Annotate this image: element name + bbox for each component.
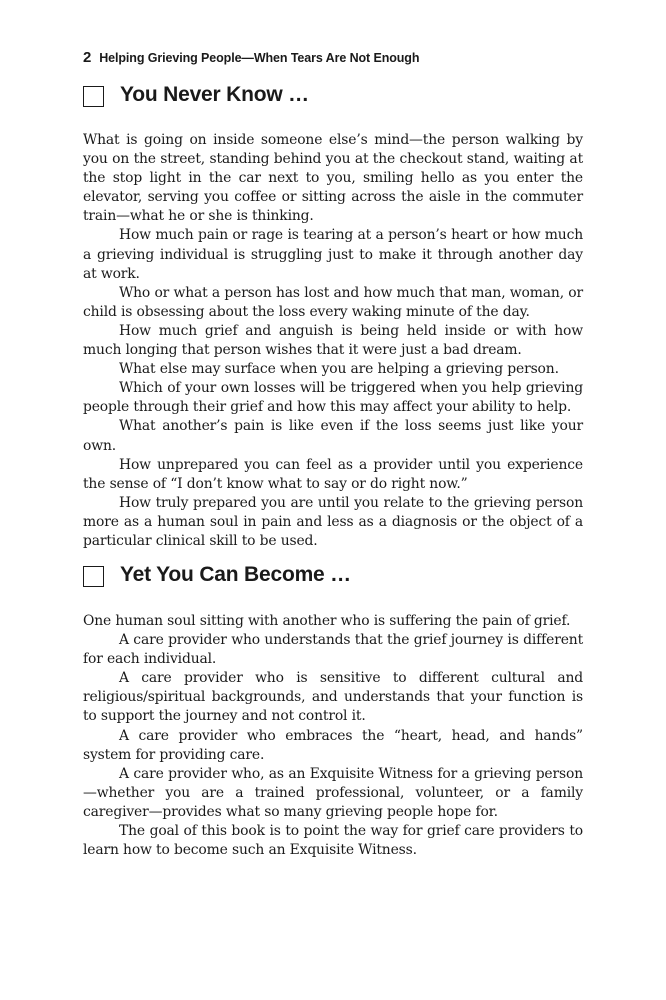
section-title-2: Yet You Can Become …: [120, 563, 351, 586]
paragraph: What is going on inside someone else’s mind—the person walking by you on the street, standing behind you at the checkout stand, waiting at the stop light in the car next to you, smiling hello as you enter the elevator, serving you coffee or sitting across the aisle in the commuter train—what he or she is thinking.: [83, 132, 583, 225]
paragraph: How much grief and anguish is being held inside or with how much longing that person wishes that it were just a bad dream.: [83, 322, 583, 359]
paragraph: What another’s pain is like even if the loss seems just like your own.: [83, 418, 583, 454]
paragraph: A care provider who is sensitive to different cultural and religious/spiritual backgrounds, and understands that your function is to support the journey and not control it.: [83, 670, 583, 725]
page-number: 2: [83, 49, 92, 66]
paragraph: Who or what a person has lost and how much that man, woman, or child is obsessing about the loss every waking minute of the day.: [83, 284, 583, 320]
checkbox-icon: [83, 86, 104, 107]
paragraph: How much pain or rage is tearing at a person’s heart or how much a grieving individual is struggling just to make it through another day at work.: [83, 227, 583, 282]
paragraph: A care provider who, as an Exquisite Witness for a grieving person—whether you are a trained professional, volunteer, or a family caregiver—provides what so many grieving people hope for.: [83, 765, 583, 820]
paragraph: How truly prepared you are until you relate to the grieving person more as a human soul in pain and less as a diagnosis or the object of a particular clinical skill to be used.: [83, 494, 583, 549]
section-heading-1: [83, 83, 309, 107]
section-body-2: [83, 612, 583, 860]
paragraph: What else may surface when you are helping a grieving person.: [119, 361, 559, 378]
paragraph: How unprepared you can feel as a provider until you experience the sense of “I don’t know what to say or do right now.”: [83, 456, 583, 492]
paragraph: The goal of this book is to point the way for grief care providers to learn how to become such an Exquisite Witness.: [83, 823, 583, 859]
section-body-1: [83, 131, 583, 551]
running-header: [83, 49, 419, 66]
checkbox-icon: [83, 566, 104, 587]
section-heading-2: [83, 563, 351, 587]
running-title: Helping Grieving People—When Tears Are Not Enough: [99, 51, 420, 65]
paragraph: One human soul sitting with another who is suffering the pain of grief.: [83, 613, 571, 629]
paragraph: A care provider who embraces the “heart, head, and hands” system for providing care.: [83, 727, 583, 763]
section-title-1: You Never Know …: [120, 83, 309, 106]
paragraph: A care provider who understands that the grief journey is different for each individual.: [83, 632, 583, 668]
paragraph: Which of your own losses will be triggered when you help grieving people through their grief and how this may affect your ability to help.: [83, 380, 583, 416]
